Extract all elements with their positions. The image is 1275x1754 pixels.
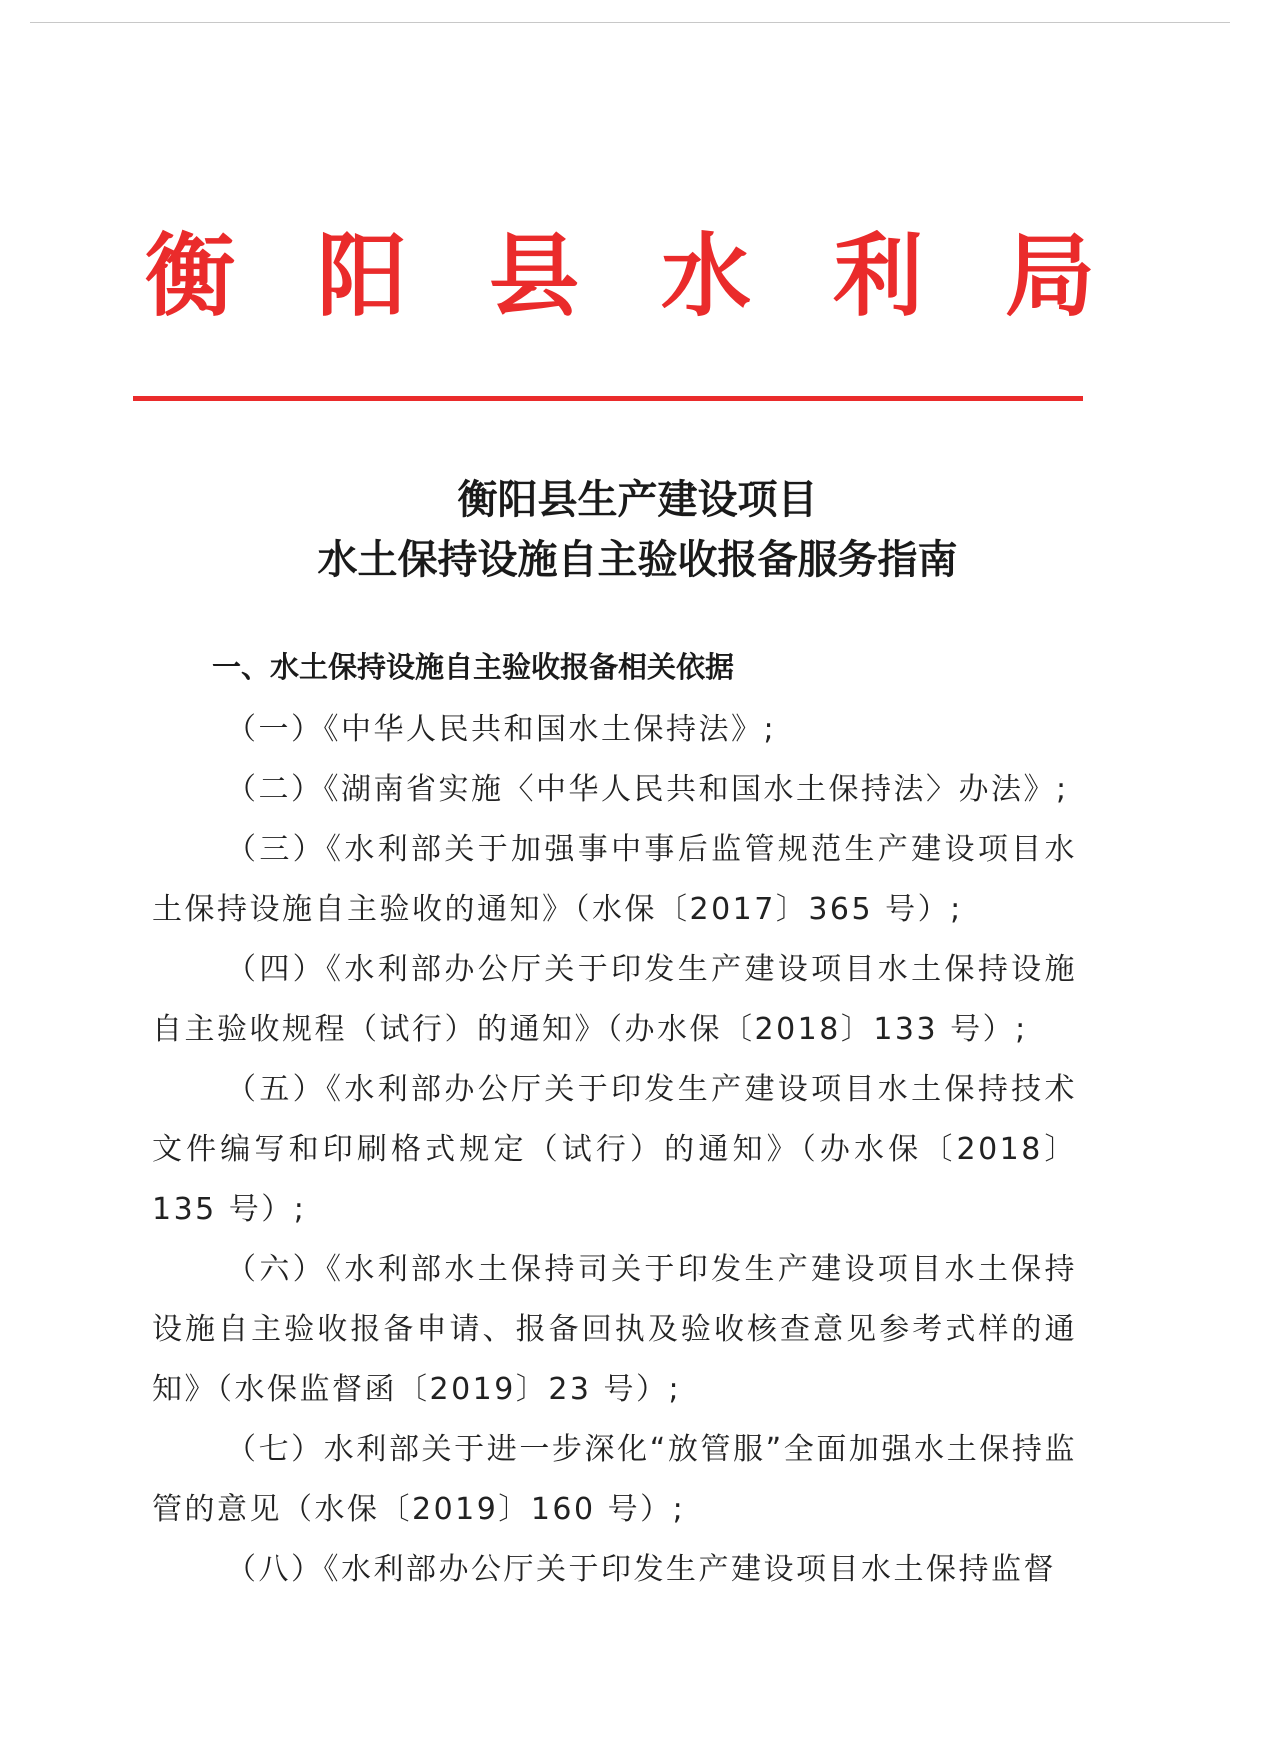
basis-item: （一）《中华人民共和国水土保持法》; [226,712,777,747]
letterhead-char: 局 [1005,224,1095,329]
basis-item: （四）《水利部办公厅关于印发生产建设项目水土保持设施自主验收规程（试行）的通知》（办水保〔2018〕133 号）; [152,952,1077,1047]
basis-item: （三）《水利部关于加强事中事后监管规范生产建设项目水土保持设施自主验收的通知》（水保〔2017〕365 号）; [152,832,1077,927]
letterhead-char: 县 [489,224,579,329]
document-title [0,470,1275,590]
scan-edge-line [30,22,1230,23]
title-line-2: 水土保持设施自主验收报备服务指南 [317,536,958,583]
letterhead-red-rule [133,396,1083,401]
letterhead-char: 利 [833,224,923,329]
basis-item: （七）水利部关于进一步深化“放管服”全面加强水土保持监管的意见（水保〔2019〕160 号）; [152,1432,1077,1527]
letterhead-char: 水 [661,224,751,329]
basis-list [152,700,1077,1600]
basis-item: （五）《水利部办公厅关于印发生产建设项目水土保持技术文件编写和印刷格式规定（试行）的通知》（办水保〔2018〕135 号）; [152,1072,1077,1227]
letterhead-char: 衡 [145,224,235,329]
letterhead-char: 阳 [317,224,407,329]
section-heading: 一、水土保持设施自主验收报备相关依据 [212,650,735,684]
title-line-1: 衡阳县生产建设项目 [457,476,818,523]
letterhead-title [140,222,1100,332]
basis-item: （六）《水利部水土保持司关于印发生产建设项目水土保持设施自主验收报备申请、报备回执及验收核查意见参考式样的通知》（水保监督函〔2019〕23 号）; [152,1252,1077,1407]
basis-item: （八）《水利部办公厅关于印发生产建设项目水土保持监督 [226,1552,1056,1587]
basis-item: （二）《湖南省实施〈中华人民共和国水土保持法〉办法》; [226,772,1069,807]
